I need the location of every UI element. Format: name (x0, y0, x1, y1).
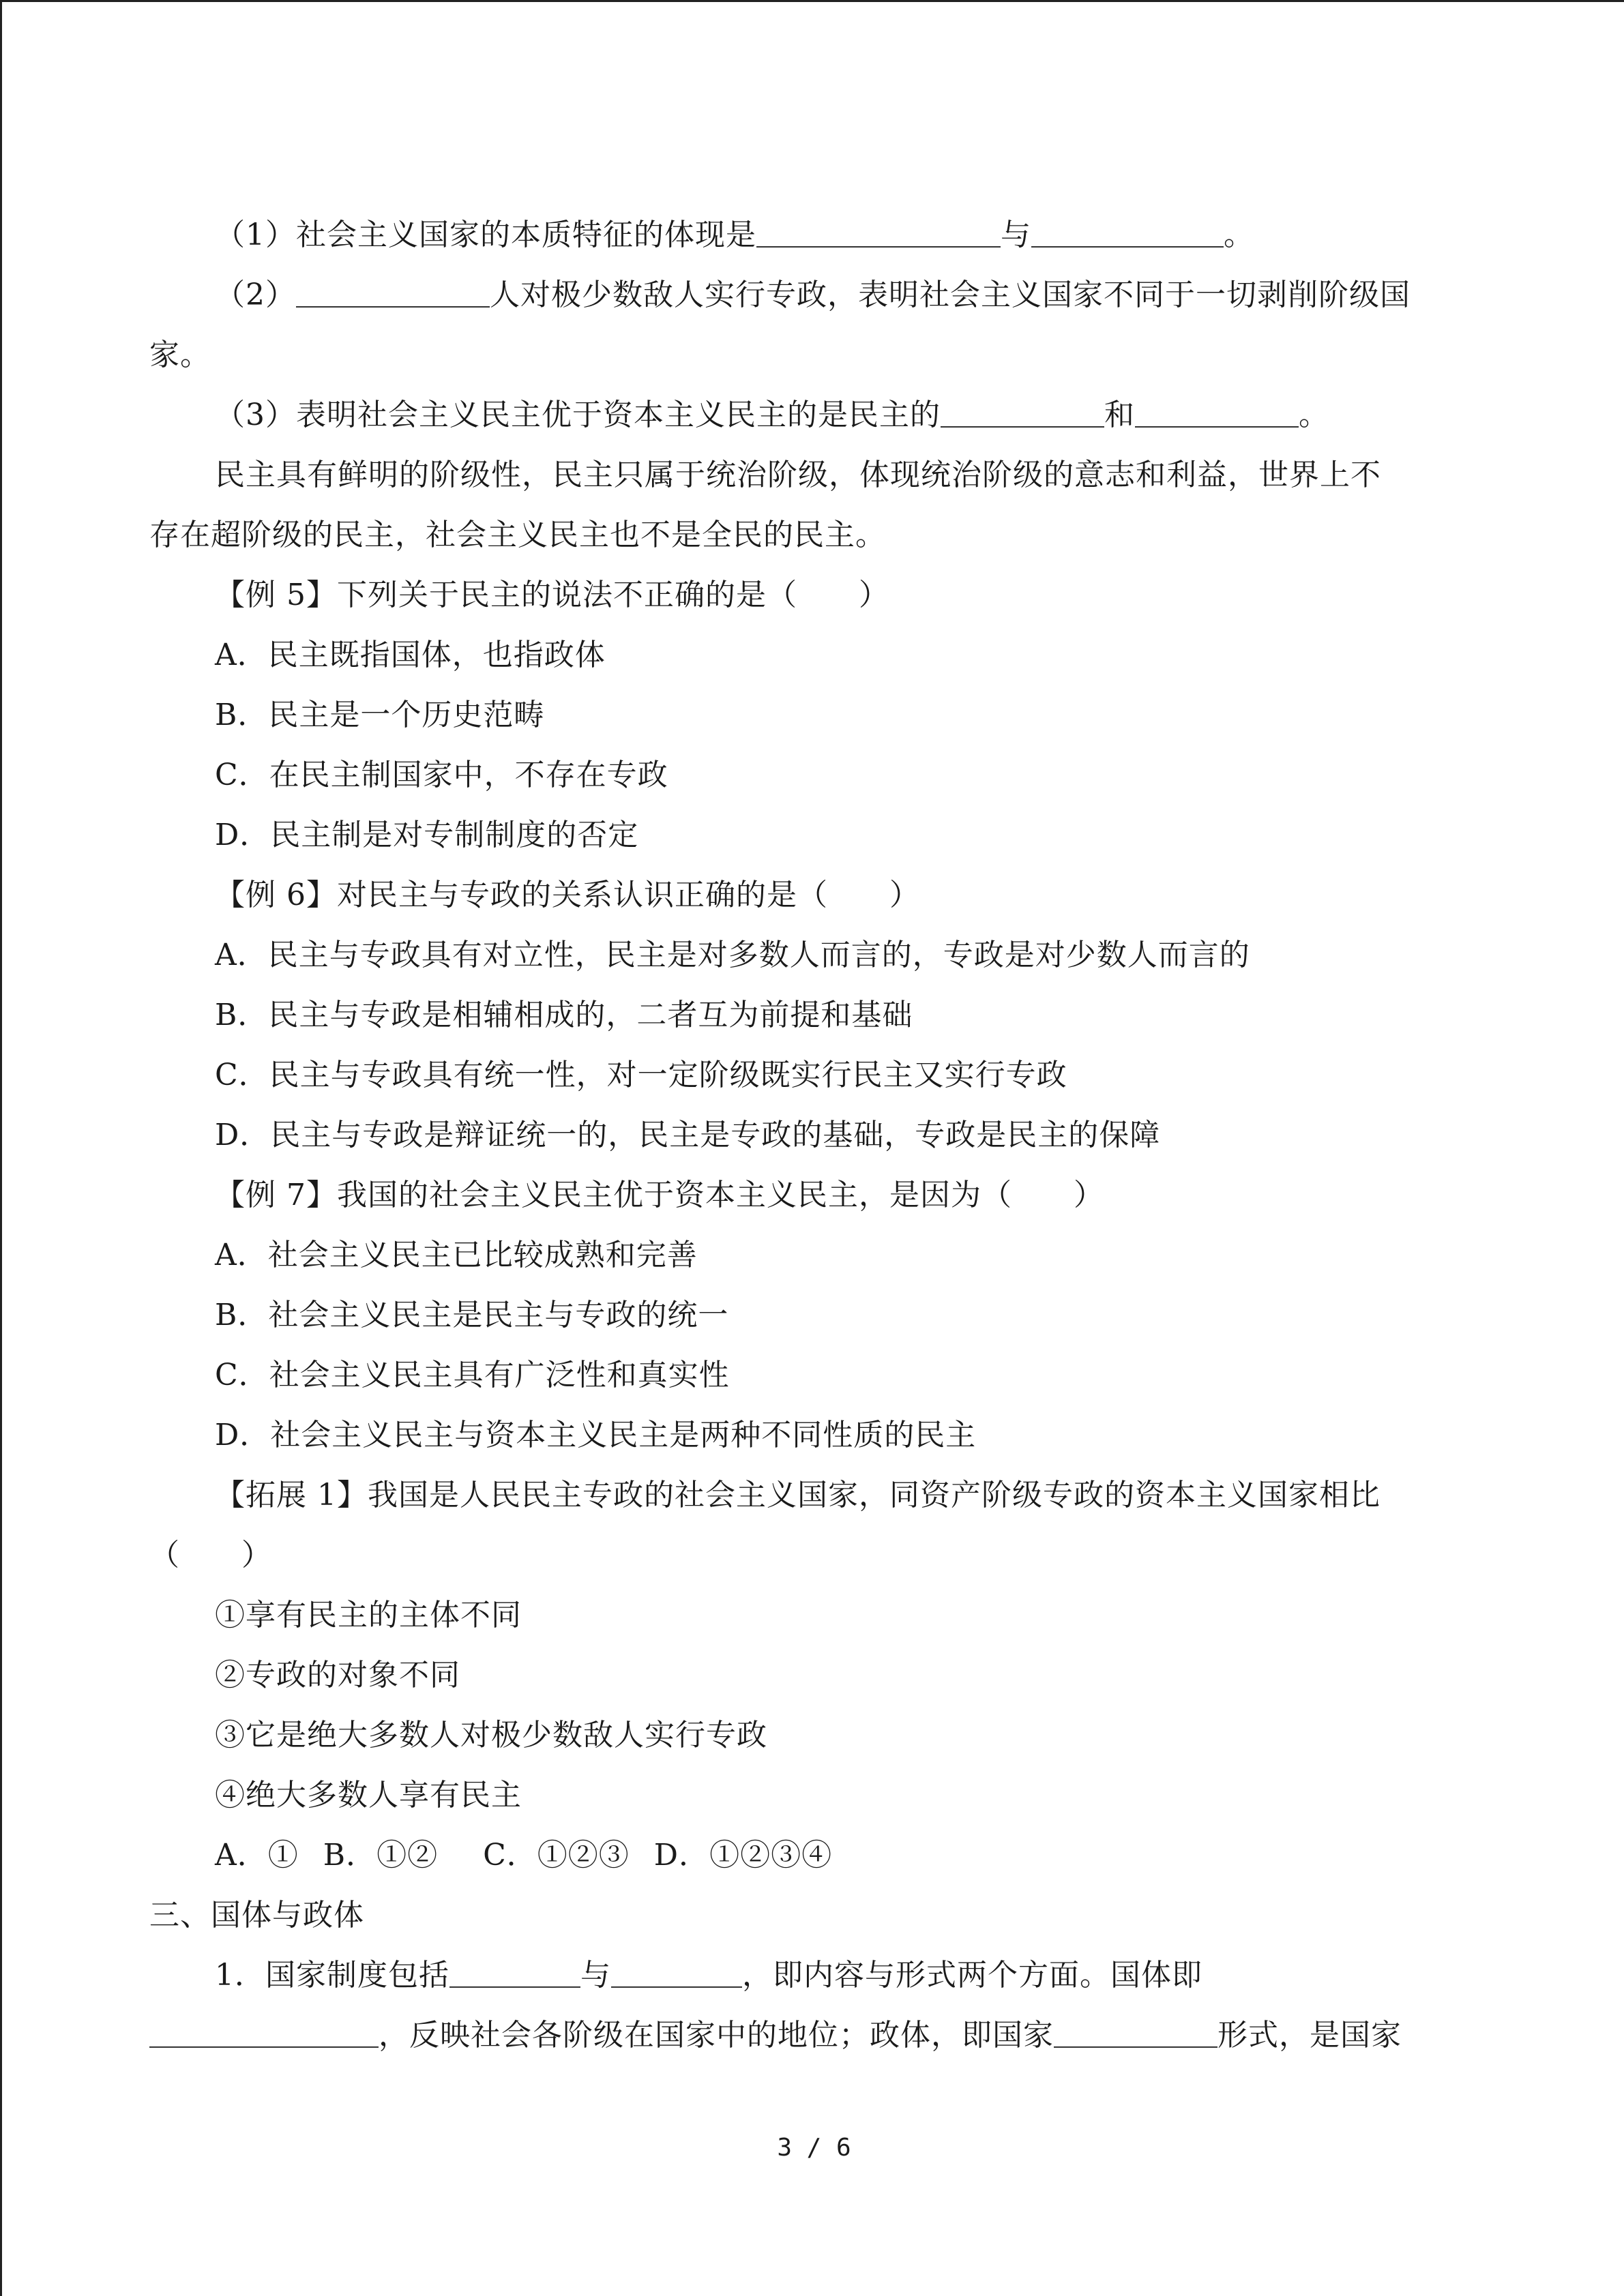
fill-blank[interactable] (149, 2019, 379, 2048)
q1-text-3b: 和 (1104, 398, 1135, 432)
example-7-option-c: C．社会主义民主具有广泛性和真实性 (215, 1358, 730, 1392)
fill-blank[interactable] (756, 219, 1001, 248)
q1-text-3a: （3）表明社会主义民主优于资本主义民主的是民主的 (215, 398, 941, 432)
q1-line-2 (149, 265, 1479, 325)
q1-text-3c: 。 (1299, 398, 1329, 432)
q1-text-2b: 人对极少数敌人实行专政，表明社会主义国家不同于一切剥削阶级国 (490, 278, 1411, 312)
extension-1-item-1: ①享有民主的主体不同 (215, 1598, 522, 1632)
section-3-text-1a: 1．国家制度包括 (215, 1958, 449, 1993)
fill-blank[interactable] (449, 1959, 580, 1988)
page-content (149, 205, 1479, 2066)
extension-1-item-2: ②专政的对象不同 (215, 1658, 460, 1693)
extension-1-option-a: A．① (215, 1838, 299, 1873)
section-3-text-2b: 形式，是国家 (1217, 2018, 1402, 2053)
example-5-option-c: C．在民主制国家中，不存在专政 (215, 758, 668, 792)
extension-1-paren: （ ） (149, 1538, 272, 1572)
fill-blank[interactable] (611, 1959, 742, 1988)
fill-blank[interactable] (1031, 219, 1224, 248)
extension-1-option-d: D．①②③④ (653, 1838, 833, 1873)
q1-text-1b: 与 (1001, 218, 1031, 252)
extension-1-item-3: ③它是绝大多数人对极少数敌人实行专政 (215, 1718, 767, 1753)
fill-blank[interactable] (1135, 399, 1299, 428)
q1-line-1 (149, 205, 1479, 265)
note-line-1: 民主具有鲜明的阶级性，民主只属于统治阶级，体现统治阶级的意志和利益，世界上不 (215, 458, 1381, 492)
example-7-stem: 【例 7】我国的社会主义民主优于资本主义民主，是因为（ ） (215, 1178, 1104, 1212)
example-6-option-a: A．民主与专政具有对立性，民主是对多数人而言的，专政是对少数人而言的 (215, 938, 1250, 972)
example-7-option-d: D．社会主义民主与资本主义民主是两种不同性质的民主 (215, 1418, 977, 1452)
q1-line-3 (149, 325, 1479, 385)
section-3-text-1b: 与 (580, 1958, 611, 1993)
q1-text-2a: （2） (215, 278, 296, 312)
q1-text-2c: 家。 (149, 338, 211, 372)
extension-1-item-4: ④绝大多数人享有民主 (215, 1778, 522, 1813)
fill-blank[interactable] (941, 399, 1104, 428)
section-3-text-2a: ，反映社会各阶级在国家中的地位；政体，即国家 (379, 2018, 1054, 2053)
example-5-option-b: B．民主是一个历史范畴 (215, 698, 545, 732)
example-5-option-d: D．民主制是对专制制度的否定 (215, 818, 639, 852)
section-3-heading: 三、国体与政体 (149, 1898, 364, 1933)
extension-1-option-c: C．①②③ (483, 1838, 630, 1873)
section-3-text-1c: ，即内容与形式两个方面。国体即 (742, 1958, 1202, 1993)
extension-1-options (149, 1825, 1479, 1885)
example-6-stem: 【例 6】对民主与专政的关系认识正确的是（ ） (215, 878, 920, 912)
example-5-stem: 【例 5】下列关于民主的说法不正确的是（ ） (215, 578, 889, 612)
q1-text-1a: （1）社会主义国家的本质特征的体现是 (215, 218, 756, 252)
example-5-option-a: A．民主既指国体，也指政体 (215, 638, 606, 672)
example-7-option-b: B．社会主义民主是民主与专政的统一 (215, 1298, 729, 1332)
fill-blank[interactable] (1054, 2019, 1217, 2048)
example-7-option-a: A．社会主义民主已比较成熟和完善 (215, 1238, 698, 1272)
example-6-option-c: C．民主与专政具有统一性，对一定阶级既实行民主又实行专政 (215, 1058, 1067, 1092)
note-line-2: 存在超阶级的民主，社会主义民主也不是全民的民主。 (149, 518, 886, 552)
example-6-option-d: D．民主与专政是辩证统一的，民主是专政的基础，专政是民主的保障 (215, 1118, 1161, 1152)
extension-1-stem: 【拓展 1】我国是人民民主专政的社会主义国家，同资产阶级专政的资本主义国家相比 (215, 1478, 1381, 1512)
page-number: 3 / 6 (777, 2134, 851, 2162)
fill-blank[interactable] (296, 279, 490, 308)
section-3-line-2 (149, 2006, 1479, 2066)
q1-text-1c: 。 (1224, 218, 1254, 252)
section-3-line-1 (149, 1945, 1479, 2006)
example-6-option-b: B．民主与专政是相辅相成的，二者互为前提和基础 (215, 998, 913, 1032)
q1-line-4 (149, 385, 1479, 445)
extension-1-option-b: B．①② (323, 1838, 439, 1873)
